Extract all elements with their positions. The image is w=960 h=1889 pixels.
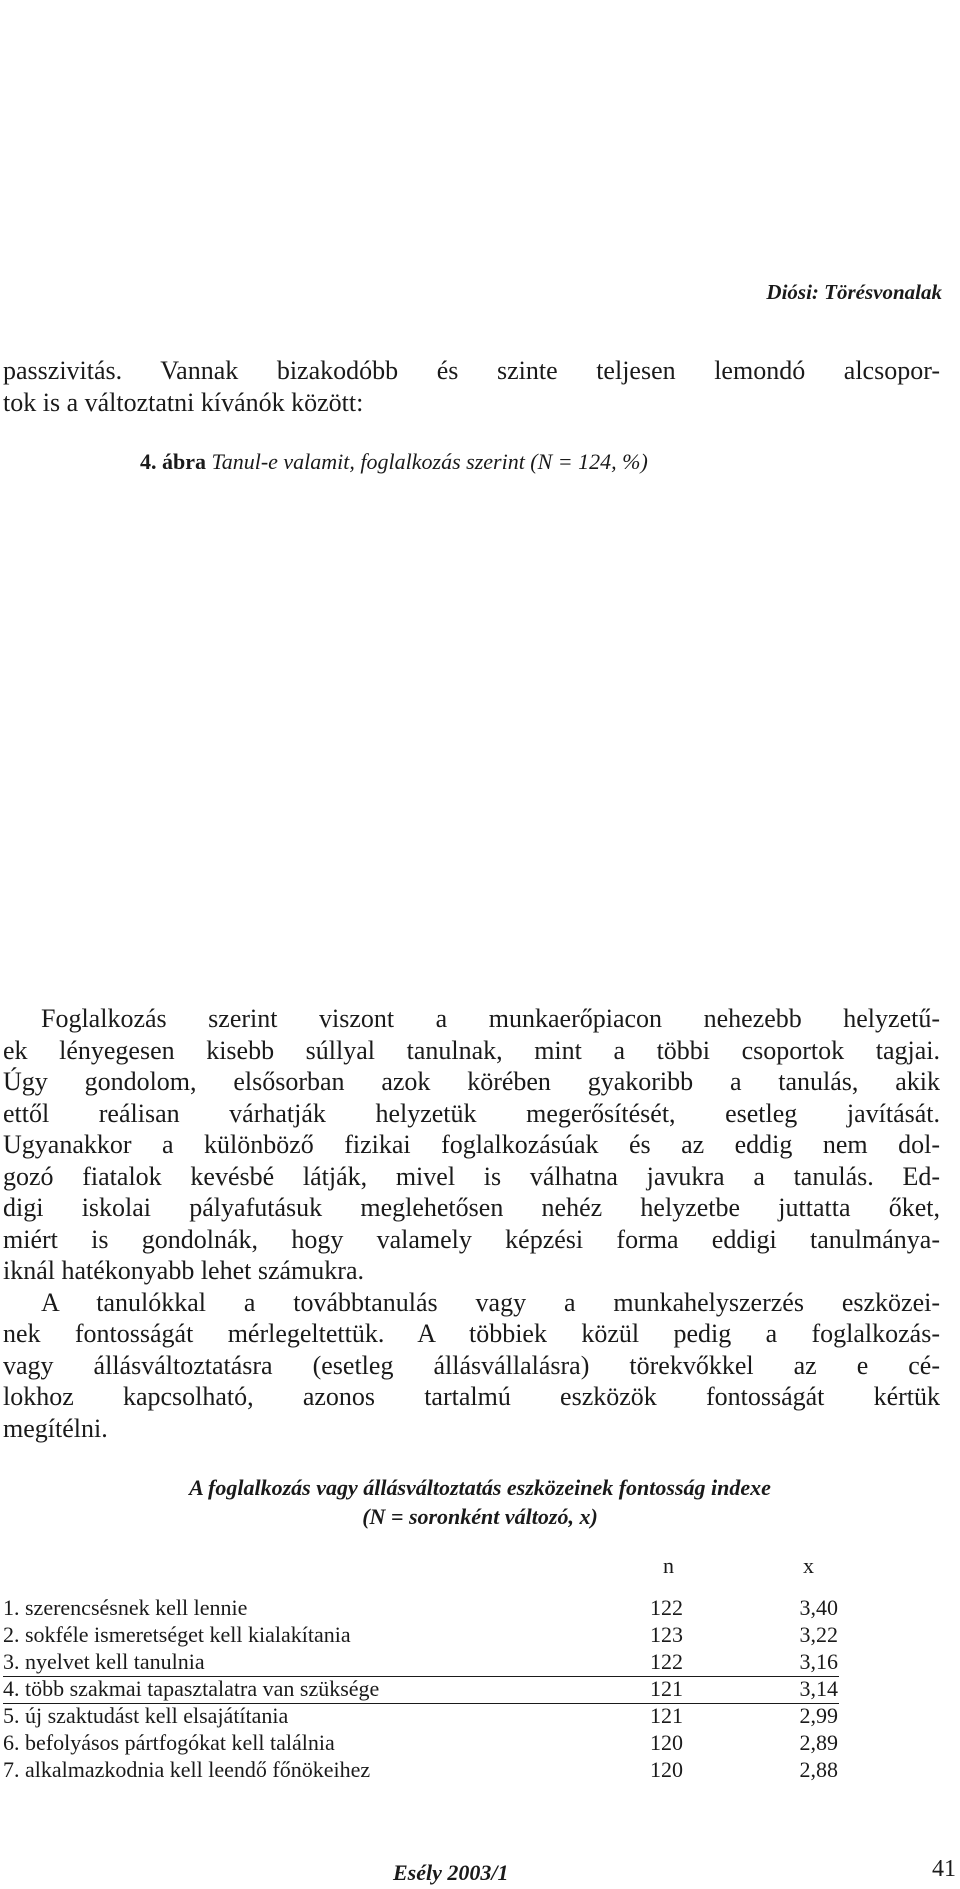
row-x: 3,16: [799, 1649, 838, 1674]
table-row: [3, 1757, 838, 1783]
text-line: lokhoz kapcsolható, azonos tartalmú eszközök fontosságát kértük: [3, 1382, 940, 1411]
text-line: ettől reálisan várhatják helyzetük megerősítését, esetleg javítását.: [3, 1098, 940, 1128]
page-number: 41: [932, 1856, 956, 1882]
text-line: ek lényegesen kisebb súllyal tanulnak, mint a többi csoportok tagjai.: [3, 1035, 940, 1065]
row-n: 123: [650, 1622, 683, 1647]
table-row: [3, 1703, 838, 1729]
table-title-line: (N = soronként változó, x): [362, 1504, 598, 1529]
table-title-line: A foglalkozás vagy állásváltoztatás eszközeinek fontosság indexe: [189, 1475, 771, 1500]
row-n: 121: [650, 1676, 683, 1701]
row-label: 6. befolyásos pártfogókat kell találnia: [3, 1730, 335, 1755]
figure-number: 4. ábra: [140, 449, 206, 474]
footer-journal: Esély 2003/1: [393, 1860, 509, 1885]
text-line: miért is gondolnák, hogy valamely képzési forma eddigi tanulmánya-: [3, 1224, 940, 1254]
table-row: [3, 1730, 838, 1756]
text-line: tok is a változtatni kívánók között:: [3, 387, 364, 417]
row-x: 3,22: [799, 1622, 838, 1647]
row-label: 5. új szaktudást kell elsajátítania: [3, 1703, 289, 1728]
table-row: [3, 1649, 838, 1675]
table-row: [3, 1676, 838, 1702]
table-row: [3, 1595, 838, 1621]
intro-paragraph: [3, 355, 940, 418]
table-title: [0, 1473, 960, 1531]
column-header-x: x: [803, 1553, 814, 1578]
row-label: 1. szerencsésnek kell lennie: [3, 1595, 248, 1620]
running-header: Diósi: Törésvonalak: [766, 280, 942, 304]
figure-caption: [140, 449, 648, 475]
row-x: 2,89: [799, 1730, 838, 1755]
row-x: 2,99: [799, 1703, 838, 1728]
text-line: iknál hatékonyabb lehet számukra.: [3, 1256, 364, 1285]
row-label: 4. több szakmai tapasztalatra van szüksége: [3, 1676, 380, 1701]
row-label: 3. nyelvet kell tanulnia: [3, 1649, 205, 1674]
figure-chart-area: [3, 500, 940, 990]
text-line: nek fontosságát mérlegeltettük. A többiek közül pedig a foglalkozás-: [3, 1319, 940, 1348]
row-n: 121: [650, 1703, 683, 1728]
row-x: 3,14: [799, 1676, 838, 1701]
text-line: Foglalkozás szerint viszont a munkaerőpiacon nehezebb helyzetű-: [41, 1004, 940, 1033]
column-header-n: n: [663, 1553, 674, 1578]
row-n: 122: [650, 1649, 683, 1674]
row-x: 2,88: [799, 1757, 838, 1782]
text-line: gozó fiatalok kevésbé látják, mivel is válhatna javukra a tanulás. Ed-: [3, 1161, 940, 1191]
text-line: Úgy gondolom, elsősorban azok körében gyakoribb a tanulás, akik: [3, 1067, 940, 1096]
text-line: Ugyanakkor a különböző fizikai foglalkozásúak és az eddig nem dol-: [3, 1130, 940, 1159]
table-row: [3, 1622, 838, 1648]
figure-caption-text: Tanul-e valamit, foglalkozás szerint (N = 124, %): [211, 449, 648, 474]
text-line: megítélni.: [3, 1413, 108, 1443]
text-line: passzivitás. Vannak bizakodóbb és szinte teljesen lemondó alcsopor-: [3, 356, 940, 385]
body-paragraph: [3, 1003, 940, 1444]
row-n: 122: [650, 1595, 683, 1620]
text-line: digi iskolai pályafutásuk meglehetősen nehéz helyzetbe juttatta őket,: [3, 1193, 940, 1222]
row-label: 2. sokféle ismeretséget kell kialakítania: [3, 1622, 351, 1647]
row-n: 120: [650, 1757, 683, 1782]
text-line: vagy állásváltoztatásra (esetleg állásvállalásra) törekvőkkel az e cé-: [3, 1350, 940, 1380]
row-x: 3,40: [799, 1595, 838, 1620]
row-n: 120: [650, 1730, 683, 1755]
row-label: 7. alkalmazkodnia kell leendő főnökeihez: [3, 1757, 371, 1782]
text-line: A tanulókkal a továbbtanulás vagy a munkahelyszerzés eszközei-: [41, 1287, 940, 1317]
